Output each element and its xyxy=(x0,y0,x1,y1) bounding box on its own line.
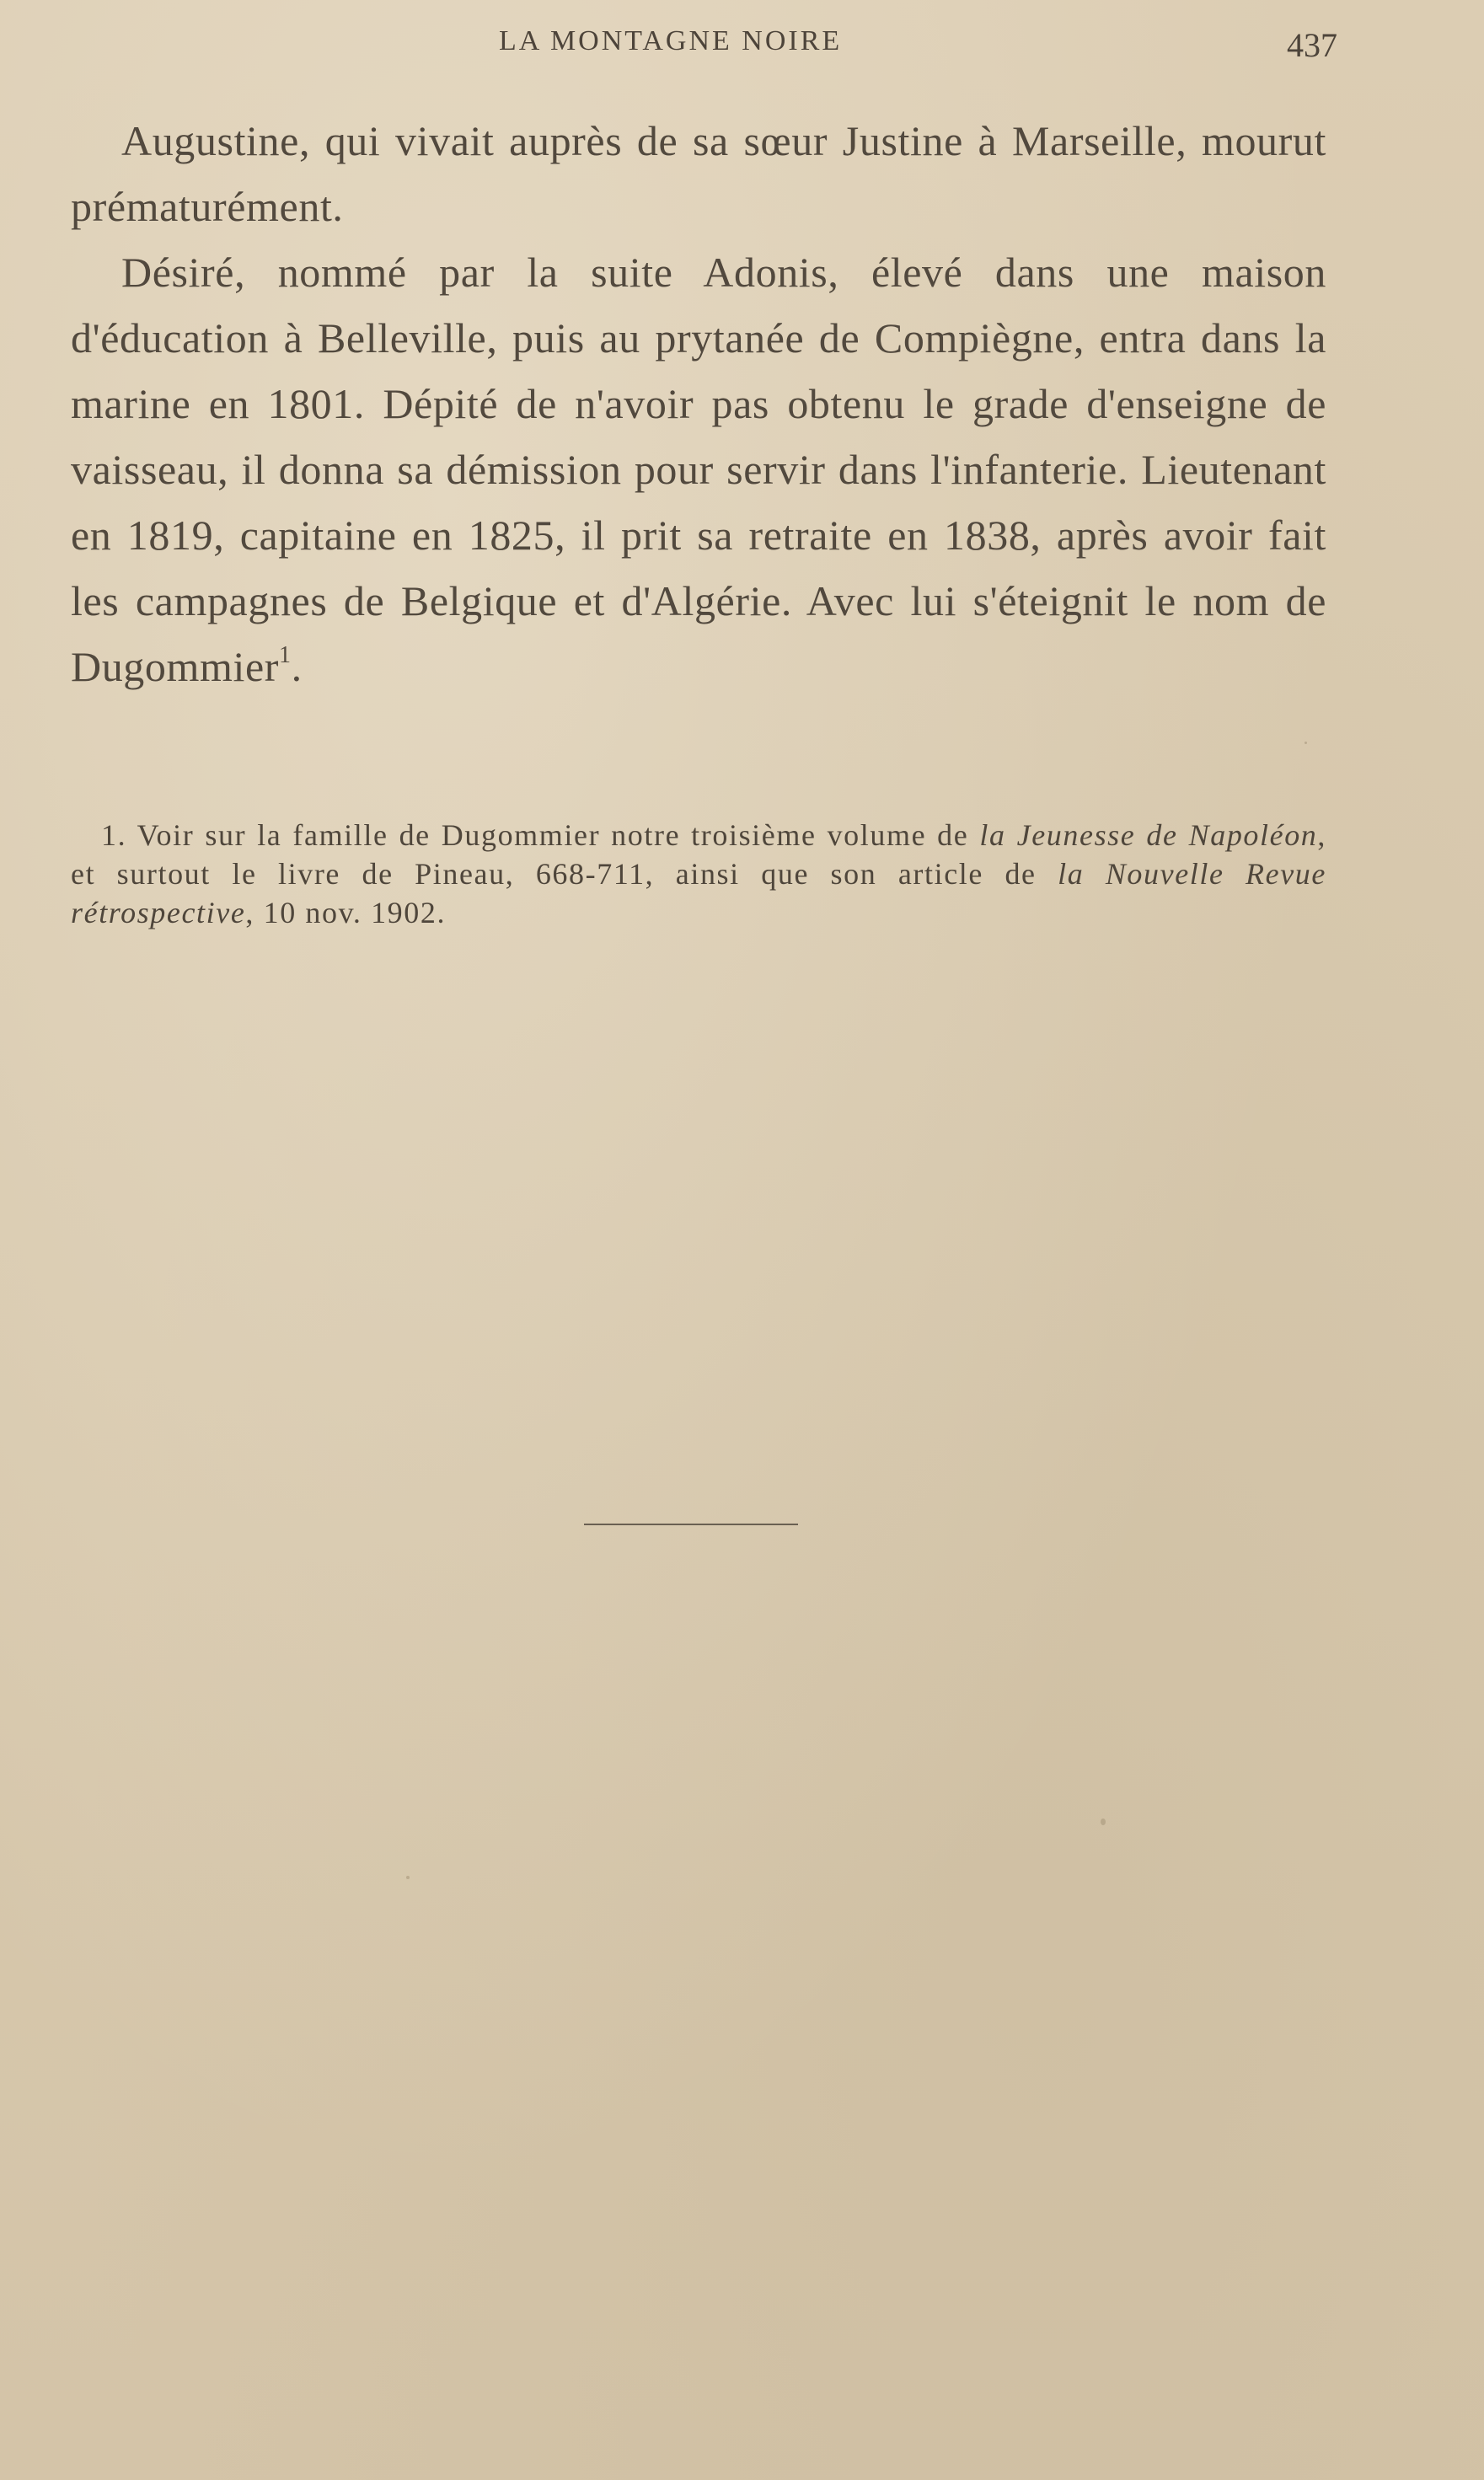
footnote-italic-title-a: la Jeunesse de Napoléon xyxy=(979,818,1318,852)
footnote-text-b: , et surtout le livre de Pineau, 668-711, ainsi que son article de xyxy=(71,818,1327,891)
paragraph-augustine-text: Augustine, qui vivait auprès de sa sœur Justine à Marseille, mourut prématurément. xyxy=(71,117,1326,230)
footnote-1 xyxy=(71,816,1326,932)
paragraph-desire xyxy=(71,239,1326,699)
footnote-text-a: Voir sur la famille de Dugommier notre troisième volume de xyxy=(137,818,969,852)
paragraph-augustine xyxy=(71,108,1326,239)
footnote xyxy=(71,816,1326,932)
paragraph-desire-end: . xyxy=(291,643,303,690)
paper-speck xyxy=(1101,1818,1106,1825)
paragraph-desire-text: Désiré, nommé par la suite Adonis, élevé dans une maison d'éducation à Belleville, puis au prytanée de Compiègne, entra dans la marine en 1801. Dépité de n'avoir pas obtenu le grade d'enseigne de vaisseau, il donna sa démission pour servir dans l'infanterie. Lieutenant en 1819, capitaine en 1825, il prit sa retraite en 1838, après avoir fait les campagnes de Belgique et d'Algérie. Avec lui s'éteignit le nom de Dugommier xyxy=(71,249,1326,690)
section-end-rule xyxy=(584,1524,798,1525)
page-number: 437 xyxy=(1287,26,1337,64)
footnote-text-c: , 10 nov. 1902. xyxy=(245,896,447,929)
running-title: LA MONTAGNE NOIRE xyxy=(499,25,843,56)
body-text xyxy=(71,108,1326,699)
footnote-number: 1. xyxy=(101,818,127,852)
paper-speck xyxy=(1305,742,1307,744)
footnote-reference[interactable]: 1 xyxy=(279,642,292,668)
running-head xyxy=(69,25,1337,67)
paper-speck xyxy=(406,1876,410,1879)
footnote-italic-title-b: la Nouvelle Revue rétrospective xyxy=(71,857,1326,929)
